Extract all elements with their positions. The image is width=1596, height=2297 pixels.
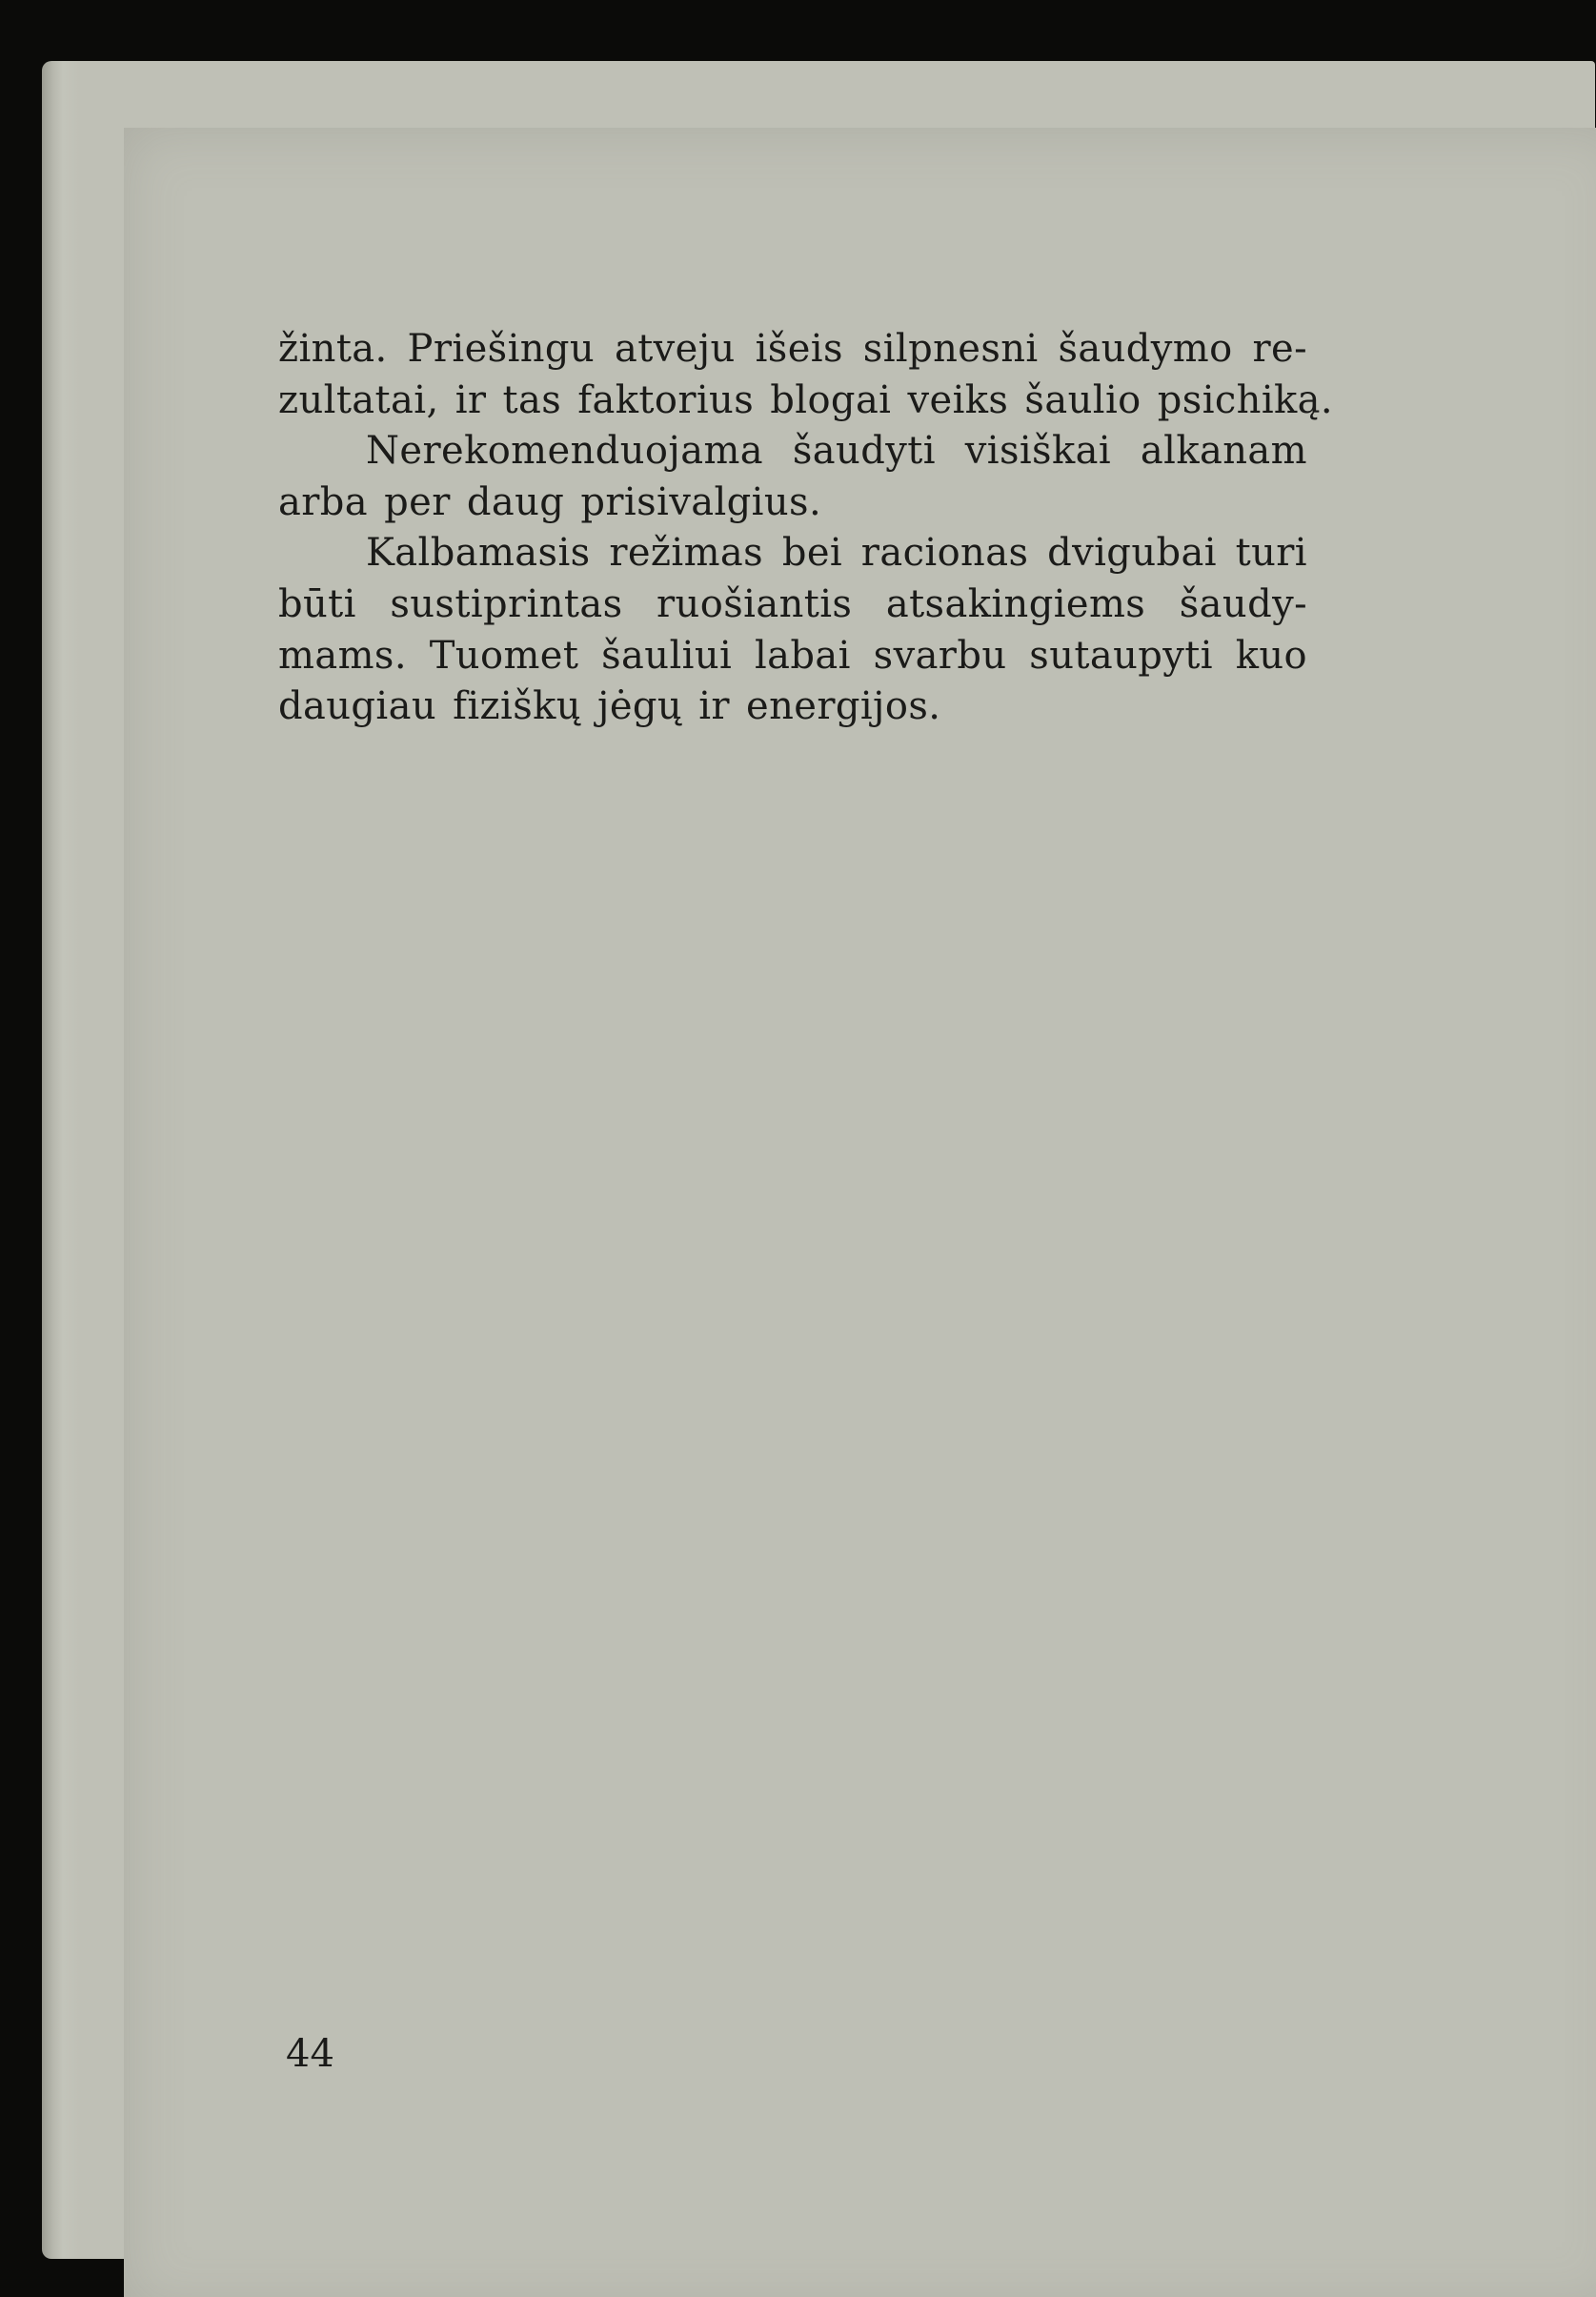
- text-line: mams. Tuomet šauliui labai svarbu sutaupyti kuo: [278, 633, 1307, 678]
- text-line: Nerekomenduojama šaudyti visiškai alkanam: [366, 429, 1307, 474]
- text-line: zultatai, ir tas faktorius blogai veiks šaulio psichiką.: [278, 377, 1334, 422]
- body-text: [278, 324, 1334, 733]
- text-line: daugiau fiziškų jėgų ir energijos.: [278, 684, 941, 729]
- page-number: 44: [286, 2032, 334, 2076]
- text-line: Kalbamasis režimas bei racionas dvigubai turi: [366, 531, 1307, 576]
- text-line: arba per daug prisivalgius.: [278, 479, 822, 524]
- text-line: būti sustiprintas ruošiantis atsakingiems šaudy-: [278, 581, 1307, 626]
- text-line: žinta. Priešingu atveju išeis silpnesni šaudymo re-: [278, 327, 1307, 371]
